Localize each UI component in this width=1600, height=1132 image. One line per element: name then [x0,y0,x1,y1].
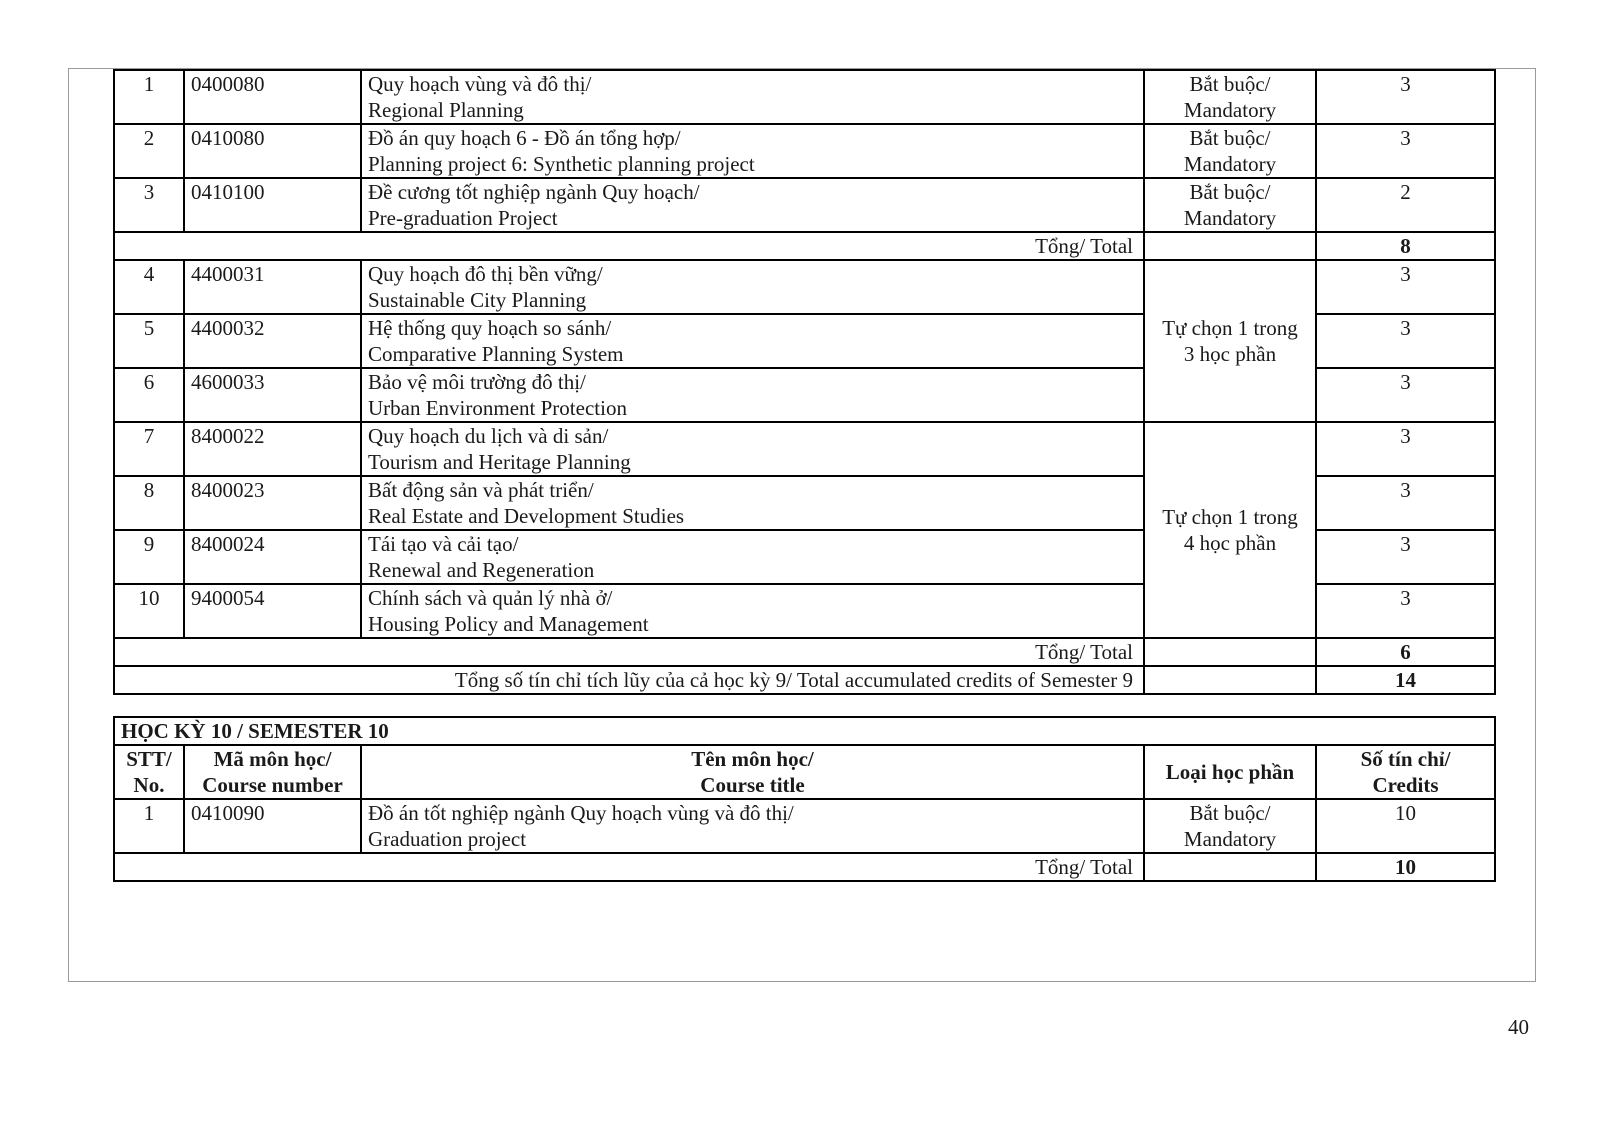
course-credits: 3 [1316,476,1495,530]
course-credits: 3 [1316,368,1495,422]
course-credits: 3 [1316,584,1495,638]
course-code: 0400080 [184,70,361,124]
row-no: 8 [114,476,184,530]
course-type: Bắt buộc/ Mandatory [1144,799,1316,853]
row-no: 6 [114,368,184,422]
course-title: Quy hoạch du lịch và di sản/ Tourism and Heritage Planning [361,422,1144,476]
course-credits: 10 [1316,799,1495,853]
semester10-total: 10 [1316,853,1495,881]
course-credits: 3 [1316,530,1495,584]
course-title: Quy hoạch đô thị bền vững/ Sustainable City Planning [361,260,1144,314]
course-credits: 3 [1316,260,1495,314]
row-no: 4 [114,260,184,314]
total-empty-cell [1144,638,1316,666]
course-code: 9400054 [184,584,361,638]
course-title: Quy hoạch vùng và đô thị/ Regional Planning [361,70,1144,124]
header-row [114,745,1495,799]
table-row [114,260,1495,314]
course-type: Bắt buộc/ Mandatory [1144,178,1316,232]
semester10-table [113,716,1496,882]
header-title: Tên môn học/ Course title [361,745,1144,799]
table-row [114,422,1495,476]
page-number: 40 [1508,1015,1529,1039]
semester-title-row [114,717,1495,745]
course-credits: 2 [1316,178,1495,232]
table-row [114,124,1495,178]
table-row [114,799,1495,853]
semester9-table [113,69,1496,695]
course-credits: 3 [1316,422,1495,476]
row-no: 9 [114,530,184,584]
course-title: Chính sách và quản lý nhà ở/ Housing Policy and Management [361,584,1144,638]
total-label: Tổng/ Total [114,638,1144,666]
row-no: 1 [114,799,184,853]
row-no: 5 [114,314,184,368]
course-credits: 3 [1316,314,1495,368]
course-code: 8400022 [184,422,361,476]
row-no: 3 [114,178,184,232]
header-no: STT/ No. [114,745,184,799]
row-no: 7 [114,422,184,476]
table-row [114,70,1495,124]
elective-total: 6 [1316,638,1495,666]
total-empty-cell [1144,232,1316,260]
accumulated-label: Tổng số tín chỉ tích lũy của cả học kỳ 9/ Total accumulated credits of Semester 9 [114,666,1144,694]
accumulated-total: 14 [1316,666,1495,694]
total-row [114,638,1495,666]
elective-group-2: Tự chọn 1 trong 4 học phần [1144,422,1316,638]
total-row [114,232,1495,260]
header-code: Mã môn học/ Course number [184,745,361,799]
course-type: Bắt buộc/ Mandatory [1144,70,1316,124]
course-title: Đồ án quy hoạch 6 - Đồ án tổng hợp/ Planning project 6: Synthetic planning project [361,124,1144,178]
course-type: Bắt buộc/ Mandatory [1144,124,1316,178]
course-title: Tái tạo và cải tạo/ Renewal and Regeneration [361,530,1144,584]
course-title: Đề cương tốt nghiệp ngành Quy hoạch/ Pre-graduation Project [361,178,1144,232]
course-code: 0410100 [184,178,361,232]
course-code: 0410090 [184,799,361,853]
course-code: 0410080 [184,124,361,178]
row-no: 1 [114,70,184,124]
course-title: Đồ án tốt nghiệp ngành Quy hoạch vùng và đô thị/ Graduation project [361,799,1144,853]
header-type: Loại học phần [1144,745,1316,799]
course-code: 4400032 [184,314,361,368]
table-row [114,178,1495,232]
row-no: 10 [114,584,184,638]
total-empty-cell [1144,853,1316,881]
course-title: Bất động sản và phát triển/ Real Estate and Development Studies [361,476,1144,530]
course-title: Bảo vệ môi trường đô thị/ Urban Environment Protection [361,368,1144,422]
elective-group-1: Tự chọn 1 trong 3 học phần [1144,260,1316,422]
course-code: 8400023 [184,476,361,530]
semester-title: HỌC KỲ 10 / SEMESTER 10 [114,717,1495,745]
course-credits: 3 [1316,124,1495,178]
course-code: 4600033 [184,368,361,422]
row-no: 2 [114,124,184,178]
header-credits: Số tín chỉ/ Credits [1316,745,1495,799]
total-label: Tổng/ Total [114,232,1144,260]
mandatory-total: 8 [1316,232,1495,260]
course-code: 8400024 [184,530,361,584]
total-row [114,853,1495,881]
accumulated-row [114,666,1495,694]
course-credits: 3 [1316,70,1495,124]
course-title: Hệ thống quy hoạch so sánh/ Comparative Planning System [361,314,1144,368]
course-code: 4400031 [184,260,361,314]
total-label: Tổng/ Total [114,853,1144,881]
total-empty-cell [1144,666,1316,694]
